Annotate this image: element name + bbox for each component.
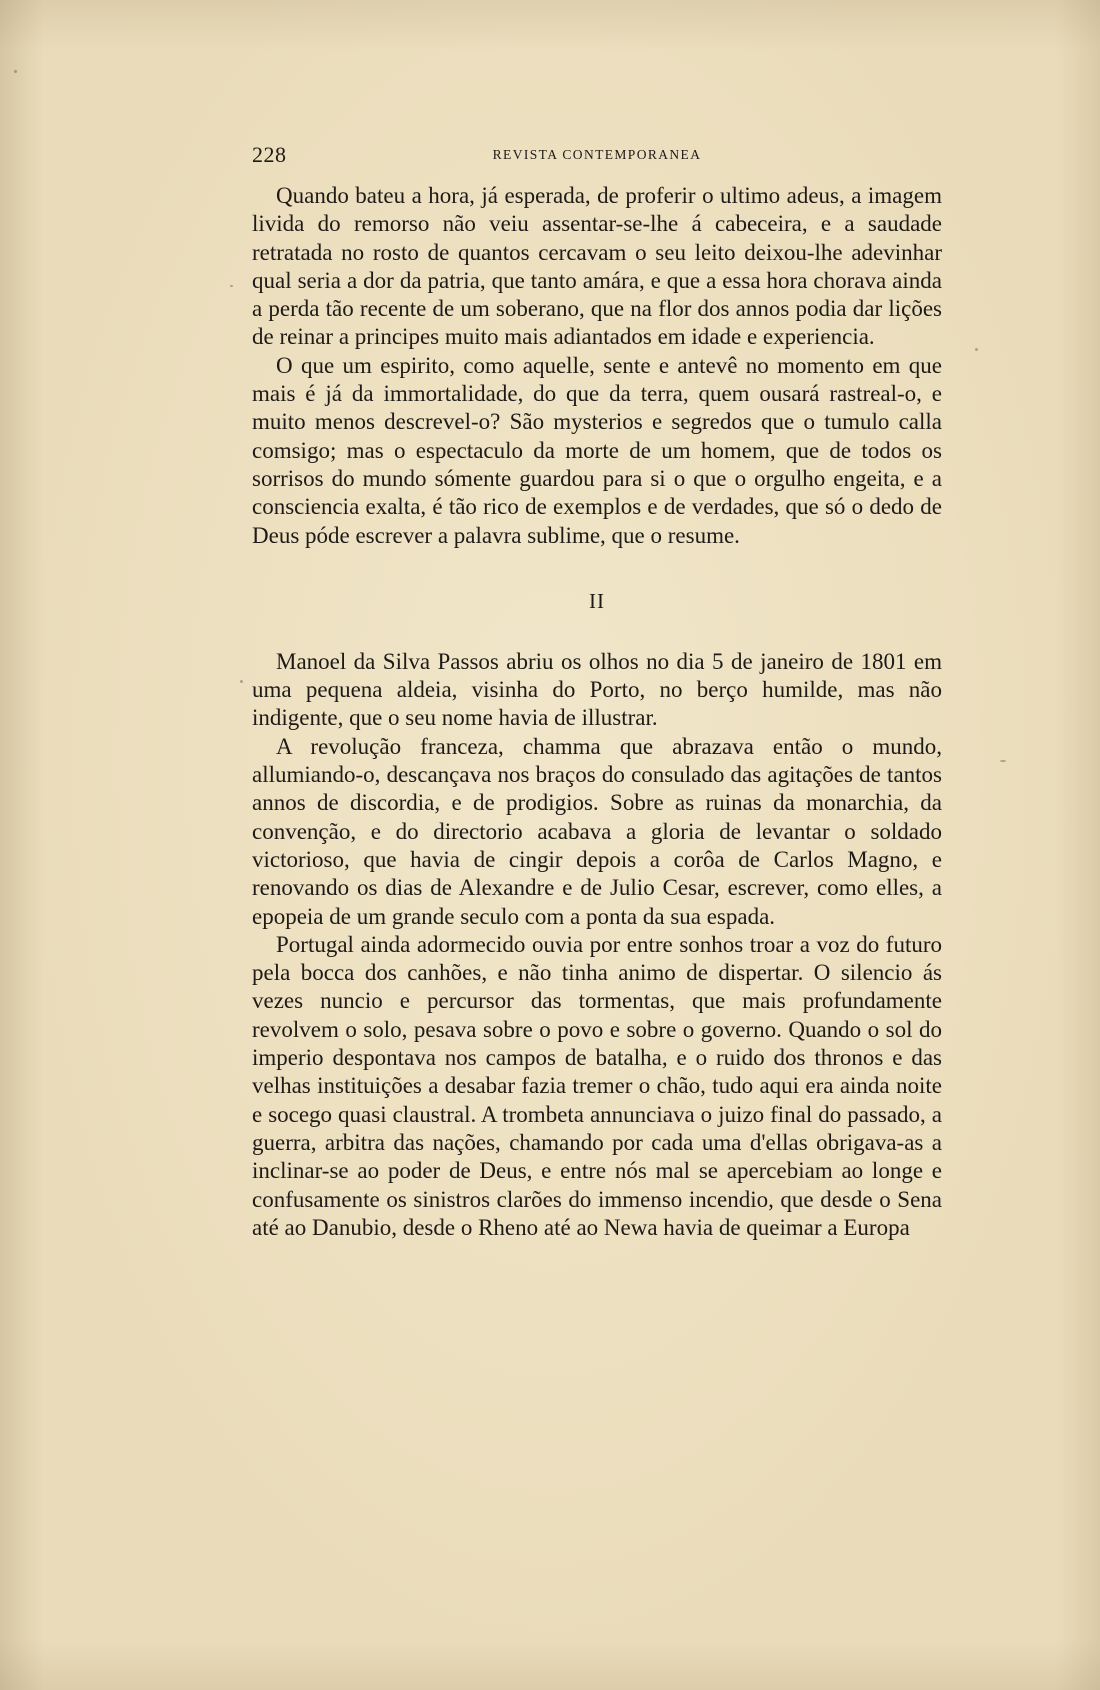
page-number: 228 <box>252 142 287 167</box>
paragraph: O que um espirito, como aquelle, sente e antevê no momento em que mais é já da immortalidade, do que da terra, quem ousará rastreal-o, e muito menos descrevel-o? São mysterios e segredos que o tumulo calla comsigo; mas o espectaculo da morte de um homem, que de todos os sorrisos do mundo sómente guardou para si o que o orgulho engeita, e a consciencia exalta, é tão rico de exemplos e de verdades, que só o dedo de Deus póde escrever a palavra sublime, que o resume. <box>252 352 942 548</box>
running-head <box>252 138 942 178</box>
paragraph: Quando bateu a hora, já esperada, de proferir o ultimo adeus, a imagem livida do remorso não veiu assentar-se-lhe á cabeceira, e a saudade retratada no rosto de quantos cercavam o seu leito deixou-lhe adevinhar qual seria a dor da patria, que tanto amára, e que a essa hora chorava ainda a perda tão recente de um soberano, que na flor dos annos podia dar lições de reinar a principes muito mais adiantados em idade e experiencia. <box>252 183 942 350</box>
page-text <box>252 138 942 1242</box>
paragraph: Manoel da Silva Passos abriu os olhos no dia 5 de janeiro de 1801 em uma pequena aldeia, visinha do Porto, no berço humilde, mas não indigente, que o seu nome havia de illustrar. <box>252 648 942 731</box>
paper-speck <box>230 285 233 287</box>
paragraph: A revolução franceza, chamma que abrazava então o mundo, allumiando-o, descançava nos braços do consulado das agitações de tantos annos de discordia, e de prodigios. Sobre as ruinas da monarchia, da convenção, e do directorio acabava a gloria de levantar o soldado victorioso, que havia de cingir depois a corôa de Carlos Magno, e renovando os dias de Alexandre e de Julio Cesar, escrever, como elles, a epopeia de um grande seculo com a ponta da sua espada. <box>252 733 942 929</box>
paper-speck <box>1000 760 1006 762</box>
paper-speck <box>14 70 17 73</box>
paragraph: Portugal ainda adormecido ouvia por entre sonhos troar a voz do futuro pela bocca dos canhões, e não tinha animo de dispertar. O silencio ás vezes nuncio e percursor das tormentas, que mais profundamente revolvem o solo, pesava sobre o povo e sobre o governo. Quando o sol do imperio despontava nos campos de batalha, e o ruido dos thronos e das velhas instituições a desabar fazia tremer o chão, tudo aqui era ainda noite e socego quasi claustral. A trombeta annunciava o juizo final do passado, a guerra, arbitra das nações, chamando por cada uma d'ellas obrigava-as a inclinar-se ao poder de Deus, e entre nós mal se apercebiam ao longe e confusamente os sinistros clarões do immenso incendio, que desde o Sena até ao Danubio, desde o Rheno até ao Newa havia de queimar a Europa <box>252 931 942 1240</box>
paper-speck <box>975 348 978 351</box>
paper-speck <box>240 680 243 683</box>
running-title: REVISTA CONTEMPORANEA <box>492 147 702 162</box>
section-heading: II <box>589 588 605 613</box>
